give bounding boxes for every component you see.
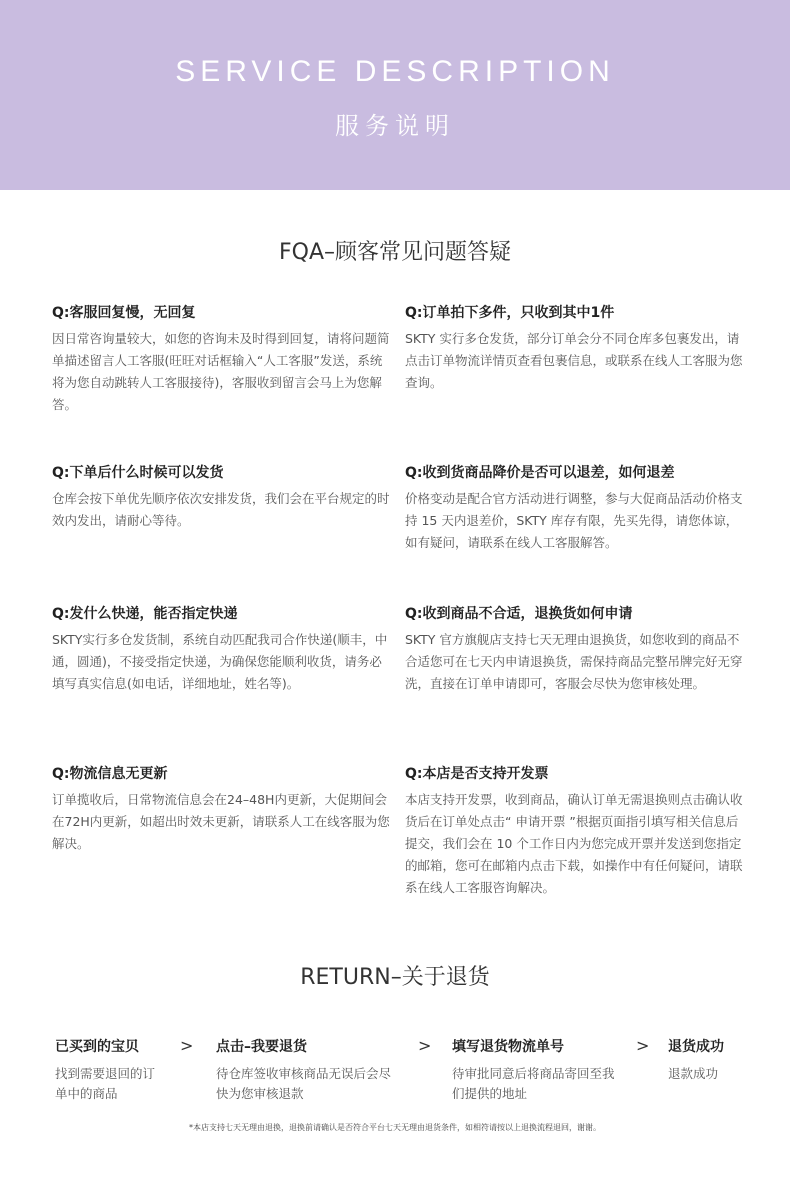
faq-question: Q:收到商品不合适，退换货如何申请 bbox=[405, 606, 633, 622]
faq-answer: SKTY 官方旗舰店支持七天无理由退换货，如您收到的商品不合适您可在七天内申请退换货，需保持商品完整吊牌完好无穿洗，直接在订单申请即可，客服会尽快为您审核处理。 bbox=[405, 632, 743, 691]
step-arrow-icon: > bbox=[418, 1036, 432, 1055]
faq-answer: 仓库会按下单优先顺序依次安排发货，我们会在平台规定的时效内发出，请耐心等待。 bbox=[52, 491, 390, 528]
return-step bbox=[452, 1036, 615, 1104]
step-desc: 待审批同意后将商品寄回至我们提供的地址 bbox=[452, 1066, 615, 1101]
faq-question: Q:下单后什么时候可以发货 bbox=[52, 465, 224, 481]
banner-title-cn: 服务说明 bbox=[335, 112, 455, 140]
step-title: 填写退货物流单号 bbox=[452, 1039, 564, 1055]
faq-answer: SKTY实行多仓发货制，系统自动匹配我司合作快递(顺丰，中通，圆通)，不接受指定快递，为确保您能顺利收货，请务必填写真实信息(如电话，详细地址，姓名等)。 bbox=[52, 632, 388, 691]
faq-answer: 本店支持开发票，收到商品，确认订单无需退换则点击确认收货后在订单处点击“ 申请开票 ”根据页面指引填写相关信息后提交，我们会在 10 个工作日内为您完成开票并发送到您指定的邮箱，您可在邮箱内点击下载，如操作中有任何疑问，请联系在线人工客服咨询解决。 bbox=[405, 792, 743, 895]
faq-question: Q:收到货商品降价是否可以退差，如何退差 bbox=[405, 465, 675, 481]
faq-answer: SKTY 实行多仓发货，部分订单会分不同仓库多包裹发出，请点击订单物流详情页查看包裹信息，或联系在线人工客服为您查询。 bbox=[405, 331, 743, 390]
faq-question: Q:物流信息无更新 bbox=[52, 766, 168, 782]
footnote: *本店支持七天无理由退换，退换前请确认是否符合平台七天无理由退货条件，如相符请按以上退换流程退回，谢谢。 bbox=[189, 1123, 601, 1132]
faq-answer: 价格变动是配合官方活动进行调整，参与大促商品活动价格支持 15 天内退差价，SKTY 库存有限，先买先得，请您体谅，如有疑问，请联系在线人工客服解答。 bbox=[405, 491, 743, 550]
faq-question: Q:发什么快递，能否指定快递 bbox=[52, 606, 238, 622]
step-arrow-icon: > bbox=[636, 1036, 650, 1055]
faq-answer: 订单揽收后，日常物流信息会在24–48H内更新，大促期间会在72H内更新，如超出时效未更新，请联系人工在线客服为您解决。 bbox=[52, 792, 390, 851]
return-section-title: RETURN–关于退货 bbox=[300, 965, 490, 990]
header-banner bbox=[0, 0, 790, 190]
faq-section-title: FQA–顾客常见问题答疑 bbox=[278, 240, 512, 265]
return-step bbox=[668, 1036, 768, 1084]
step-desc: 找到需要退回的订单中的商品 bbox=[55, 1066, 156, 1101]
step-title: 退货成功 bbox=[668, 1039, 724, 1055]
step-title: 点击–我要退货 bbox=[216, 1039, 307, 1055]
return-step bbox=[216, 1036, 392, 1104]
faq-item bbox=[405, 763, 745, 899]
step-desc: 退款成功 bbox=[668, 1066, 719, 1081]
faq-question: Q:订单拍下多件，只收到其中1件 bbox=[405, 305, 615, 321]
faq-item bbox=[52, 603, 392, 695]
banner-title-en: SERVICE DESCRIPTION bbox=[175, 55, 615, 88]
faq-question: Q:本店是否支持开发票 bbox=[405, 766, 549, 782]
faq-item bbox=[52, 302, 392, 416]
faq-item bbox=[52, 462, 392, 532]
step-arrow-icon: > bbox=[180, 1036, 194, 1055]
faq-item bbox=[52, 763, 392, 855]
faq-question: Q:客服回复慢，无回复 bbox=[52, 305, 196, 321]
step-desc: 待仓库签收审核商品无误后会尽快为您审核退款 bbox=[216, 1066, 392, 1101]
step-title: 已买到的宝贝 bbox=[55, 1039, 139, 1055]
faq-item bbox=[405, 462, 745, 554]
faq-item bbox=[405, 603, 745, 695]
faq-item bbox=[405, 302, 745, 394]
faq-answer: 因日常咨询量较大，如您的咨询未及时得到回复，请将问题简单描述留言人工客服(旺旺对话框输入“人工客服”发送，系统将为您自动跳转人工客服接待)，客服收到留言会马上为您解答。 bbox=[52, 331, 390, 412]
